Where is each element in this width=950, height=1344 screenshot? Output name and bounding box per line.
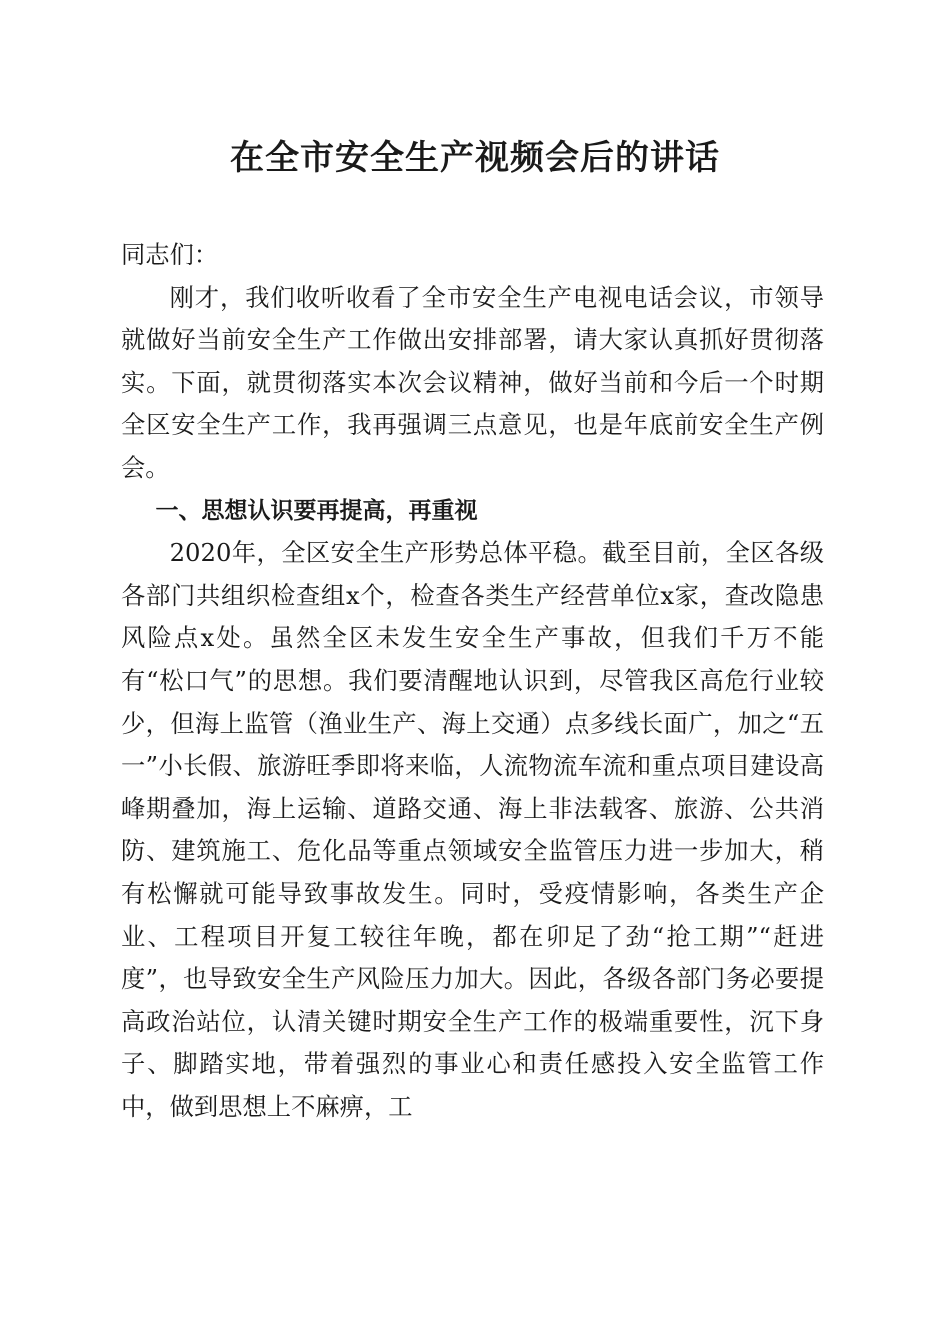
salutation: 同志们： [121,240,219,269]
paragraph-section-1: 2020年，全区安全生产形势总体平稳。截至目前，全区各级各部门共组织检查组x个，检查各类生产经营单位x家，查改隐患风险点x处。虽然全区未发生安全生产事故，但我们千万不能有“松口气”的思想。我们要清醒地认识到，尽管我区高危行业较少，但海上监管（渔业生产、海上交通）点多线长面广，加之“五一”小长假、旅游旺季即将来临，人流物流车流和重点项目建设高峰期叠加，海上运输、道路交通、海上非法载客、旅游、公共消防、建筑施工、危化品等重点领域安全监管压力进一步加大，稍有松懈就可能导致事故发生。同时，受疫情影响，各类生产企业、工程项目开复工较往年晚，都在卯足了劲“抢工期”“赶进度”，也导致安全生产风险压力加大。因此，各级各部门务必要提高政治站位，认清关键时期安全生产工作的极端重要性，沉下身子、脚踏实地，带着强烈的事业心和责任感投入安全监管工作中，做到思想上不麻痹，工 [121,538,824,1121]
page-title: 在全市安全生产视频会后的讲话 [230,138,720,178]
section-heading-1: 一、思想认识要再提高，再重视 [155,497,478,524]
paragraph-intro: 刚才，我们收听收看了全市安全生产电视电话会议，市领导就做好当前安全生产工作做出安排部署，请大家认真抓好贯彻落实。下面，就贯彻落实本次会议精神，做好当前和今后一个时期全区安全生产工作，我再强调三点意见，也是年底前安全生产例会。 [121,282,824,482]
document-body [121,234,824,1128]
